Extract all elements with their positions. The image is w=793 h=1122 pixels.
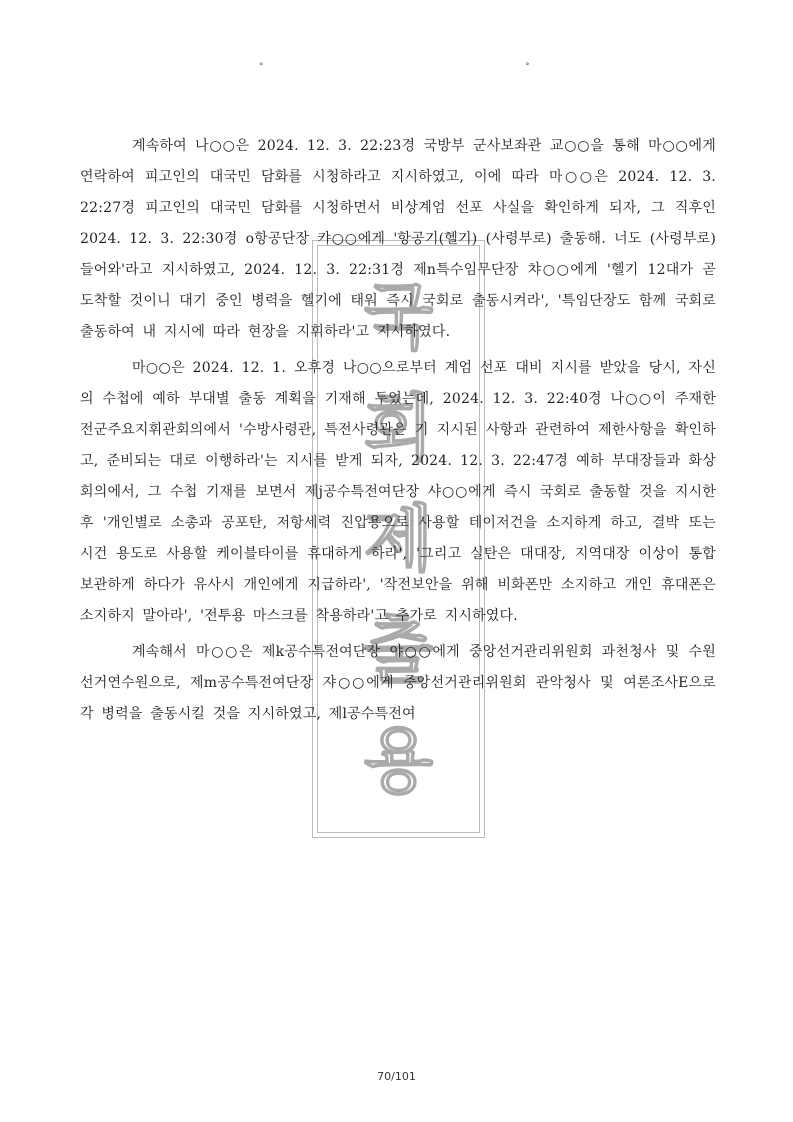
paragraph <box>80 131 716 348</box>
document-body <box>80 131 716 730</box>
paragraph-text: 계속하여 나○○은 2024. 12. 3. 22:23경 국방부 군사보좌관 교○○을 통해 마○○에게 연락하여 피고인의 대국민 담화를 시청하라고 지시하였고, 이에 따라 마○○은 2024. 12. 3. 22:27경 피고인의 대국민 담화를 시청하면서 비상계엄 선포 사실을 확인하게 되자, 그 직후인 2024. 12. 3. 22:30경 o항공단장 캬○○에게 '항공기(헬기) (사령부로) 출동해. 너도 (사령부로) 들어와'라고 지시하였고, 2024. 12. 3. 22:31경 제n특수임무단장 챠○○에게 '헬기 12대가 곧 도착할 것이니 대기 중인 병력을 헬기에 태워 즉시 국회로 출동시켜라', '특임단장도 함께 국회로 출동하여 내 지시에 따라 현장을 지휘하라'고 지시하였다. <box>80 138 716 340</box>
paragraph-text: 마○○은 2024. 12. 1. 오후경 나○○으로부터 계엄 선포 대비 지시를 받았을 당시, 자신의 수첩에 예하 부대별 출동 계획을 기재해 두었는데, 2024. 12. 3. 22:40경 나○○이 주재한 전군주요지휘관회의에서 '수방사령관, 특전사령관은 기 지시된 사항과 관련하여 제한사항을 확인하고, 준비되는 대로 이행하라'는 지시를 받게 되자, 2024. 12. 3. 22:47경 예하 부대장들과 화상회의에서, 그 수첩 기재를 보면서 제j공수특전여단장 샤○○에게 즉시 국회로 출동할 것을 지시한 후 '개인별로 소총과 공포탄, 저항세력 진압용으로 사용할 테이저건을 소지하게 하고, 결박 또는 시건 용도로 사용할 케이블타이를 휴대하게 하라', '그리고 실탄은 대대장, 지역대장 이상이 통합 보관하게 하다가 유사시 개인에게 지급하라', '작전보안을 위해 비화폰만 소지하고 개인 휴대폰은 소지하지 말아라', '전투용 마스크를 착용하라'고 추가로 지시하였다. <box>80 360 716 624</box>
paragraph-text: 계속해서 마○○은 제k공수특전여단장 야○○에게 중앙선거관리위원회 과천청사 및 수원 선거연수원으로, 제m공수특전여단장 쟈○○에게 중앙선거관리위원회 관악청사 및 여론조사E으로 각 병력을 출동시킬 것을 지시하였고, 제l공수특전여 <box>80 644 716 722</box>
header-mark-left: ° <box>259 62 264 72</box>
page-number: 70/101 <box>377 1070 416 1083</box>
watermark-char: 용 <box>363 719 434 804</box>
watermark-char: 제 <box>363 496 434 581</box>
watermark-char: 국 <box>363 274 434 359</box>
header-mark-right: ° <box>525 62 530 72</box>
watermark-char: 회 <box>363 385 434 470</box>
paragraph <box>80 353 716 632</box>
paragraph <box>80 637 716 730</box>
watermark-char: 출 <box>363 608 434 693</box>
